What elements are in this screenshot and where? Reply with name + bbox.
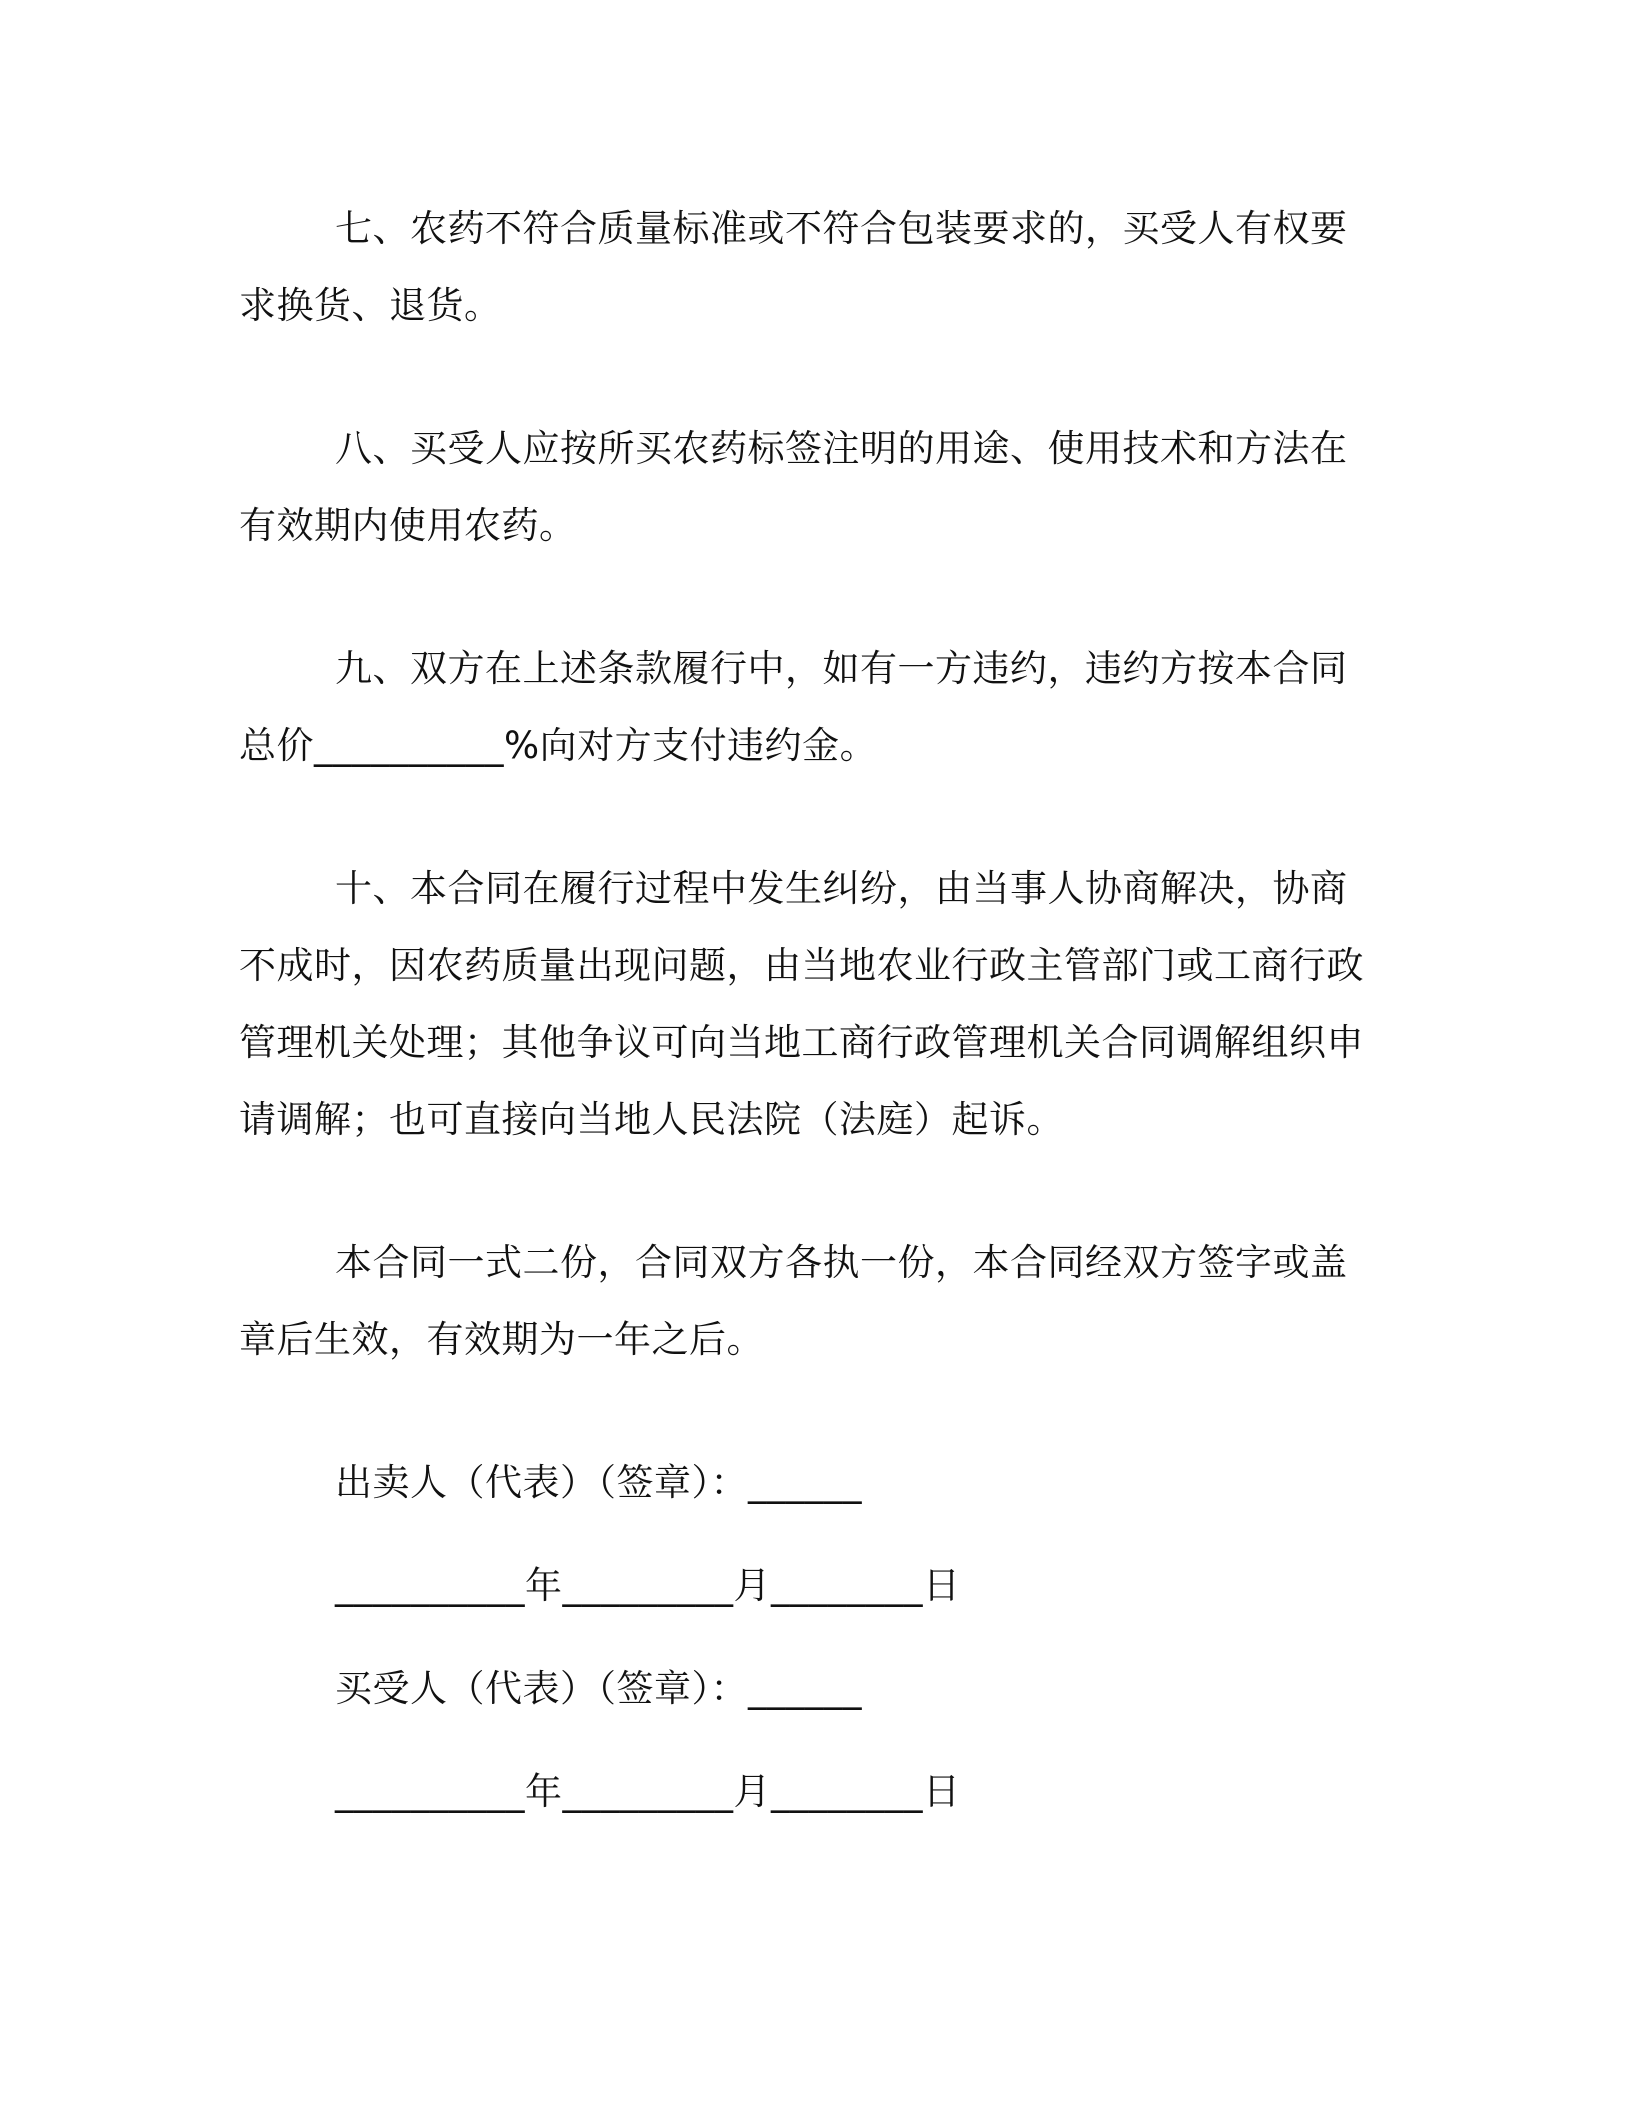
clause-nine: 九、双方在上述条款履行中，如有一方违约，违约方按本合同总价__________%向对方支付违约金。 xyxy=(239,647,1348,767)
buyer-signature-line: 买受人（代表）（签章）：______ xyxy=(335,1667,862,1710)
seller-date-line: __________年_________月________日 xyxy=(335,1564,961,1607)
copies-clause: 本合同一式二份，合同双方各执一份，本合同经双方签字或盖章后生效，有效期为一年之后。 xyxy=(239,1241,1348,1361)
document-body xyxy=(239,190,1369,1856)
signature-block xyxy=(239,1444,1369,1830)
clause-seven: 七、农药不符合质量标准或不符合包装要求的，买受人有权要求换货、退货。 xyxy=(239,207,1348,327)
buyer-date-line: __________年_________月________日 xyxy=(335,1770,961,1813)
seller-signature-line: 出卖人（代表）（签章）：______ xyxy=(335,1461,862,1504)
clause-eight: 八、买受人应按所买农药标签注明的用途、使用技术和方法在有效期内使用农药。 xyxy=(239,427,1348,547)
clause-ten: 十、本合同在履行过程中发生纠纷，由当事人协商解决，协商不成时，因农药质量出现问题，由当地农业行政主管部门或工商行政管理机关处理；其他争议可向当地工商行政管理机关合同调解组织申请调解；也可直接向当地人民法院（法庭）起诉。 xyxy=(239,867,1364,1141)
